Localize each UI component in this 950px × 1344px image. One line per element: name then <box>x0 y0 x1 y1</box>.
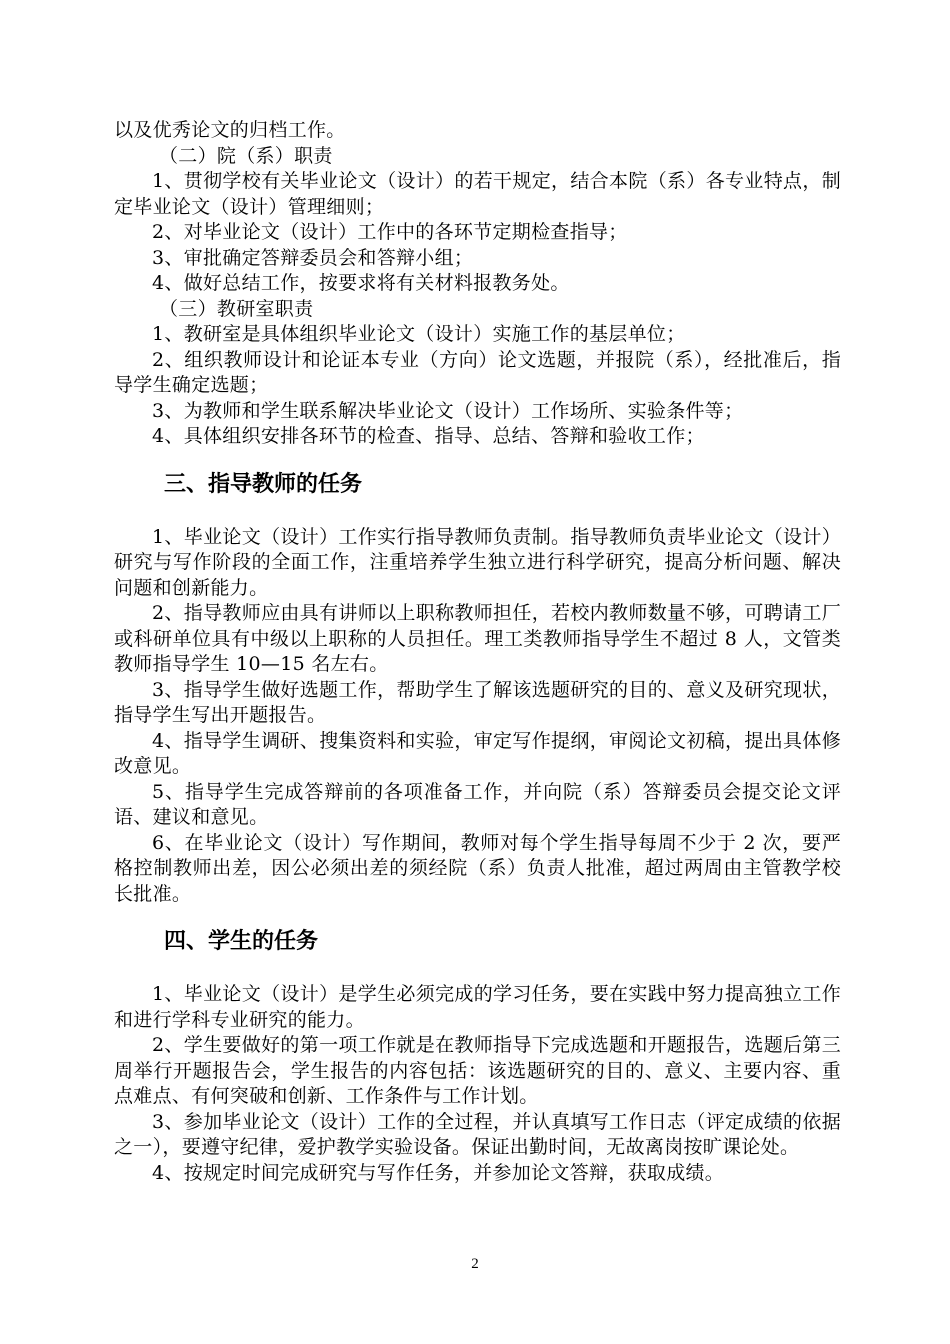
list-item: 3、审批确定答辩委员会和答辩小组； <box>152 246 474 269</box>
page-number: 2 <box>471 1256 479 1272</box>
list-item: 1、毕业论文（设计）是学生必须完成的学习任务，要在实践中努力提高独立工作和进行学科专业研究的能力。 <box>114 983 841 1031</box>
paragraph: 以及优秀论文的归档工作。 <box>114 119 346 141</box>
list-item: 3、参加毕业论文（设计）工作的全过程，并认真填写工作日志（评定成绩的依据之一），要遵守纪律，爱护教学实验设备。保证出勤时间，无故离岗按旷课论处。 <box>114 1110 841 1158</box>
list-item: 3、指导学生做好选题工作，帮助学生了解该选题研究的目的、意义及研究现状，指导学生写出开题报告。 <box>114 678 841 726</box>
section-heading: 四、学生的任务 <box>164 929 319 954</box>
list-item: 4、指导学生调研、搜集资料和实验，审定写作提纲，审阅论文初稿，提出具体修改意见。 <box>114 729 841 777</box>
list-item: 3、为教师和学生联系解决毕业论文（设计）工作场所、实验条件等； <box>152 399 744 422</box>
list-item: 1、教研室是具体组织毕业论文（设计）实施工作的基层单位； <box>152 323 686 345</box>
list-item: 2、学生要做好的第一项工作就是在教师指导下完成选题和开题报告，选题后第三周举行开题报告会，学生报告的内容包括：该选题研究的目的、意义、主要内容、重点难点、有何突破和创新、工作条件与工作计划。 <box>114 1034 841 1107</box>
list-item: 4、具体组织安排各环节的检查、指导、总结、答辩和验收工作； <box>152 425 705 447</box>
list-item: 2、对毕业论文（设计）工作中的各环节定期检查指导； <box>152 221 628 243</box>
subsection-title: （三）教研室职责 <box>159 297 314 320</box>
list-item: 2、组织教师设计和论证本专业（方向）论文选题，并报院（系），经批准后，指导学生确定选题； <box>114 348 841 396</box>
list-item: 6、在毕业论文（设计）写作期间，教师对每个学生指导每周不少于 2 次，要严格控制教师出差，因公必须出差的须经院（系）负责人批准，超过两周由主管教学校长批准。 <box>114 831 841 905</box>
page-body <box>114 118 841 1186</box>
list-item: 1、毕业论文（设计）工作实行指导教师负责制。指导教师负责毕业论文（设计）研究与写作阶段的全面工作，注重培养学生独立进行科学研究，提高分析问题、解决问题和创新能力。 <box>114 525 841 599</box>
list-item: 5、指导学生完成答辩前的各项准备工作，并向院（系）答辩委员会提交论文评语、建议和意见。 <box>114 780 841 828</box>
list-item: 4、按规定时间完成研究与写作任务，并参加论文答辩，获取成绩。 <box>152 1161 725 1184</box>
section-heading: 三、指导教师的任务 <box>164 471 363 497</box>
list-item: 4、做好总结工作，按要求将有关材料报教务处。 <box>152 272 570 294</box>
list-item: 2、指导教师应由具有讲师以上职称教师担任，若校内教师数量不够，可聘请工厂或科研单位具有中级以上职称的人员担任。理工类教师指导学生不超过 8 人，文管类教师指导学生 10—15 名左右。 <box>114 602 841 675</box>
subsection-title: （二）院（系）职责 <box>159 144 333 167</box>
list-item: 1、贯彻学校有关毕业论文（设计）的若干规定，结合本院（系）各专业特点，制定毕业论文（设计）管理细则； <box>114 170 841 218</box>
